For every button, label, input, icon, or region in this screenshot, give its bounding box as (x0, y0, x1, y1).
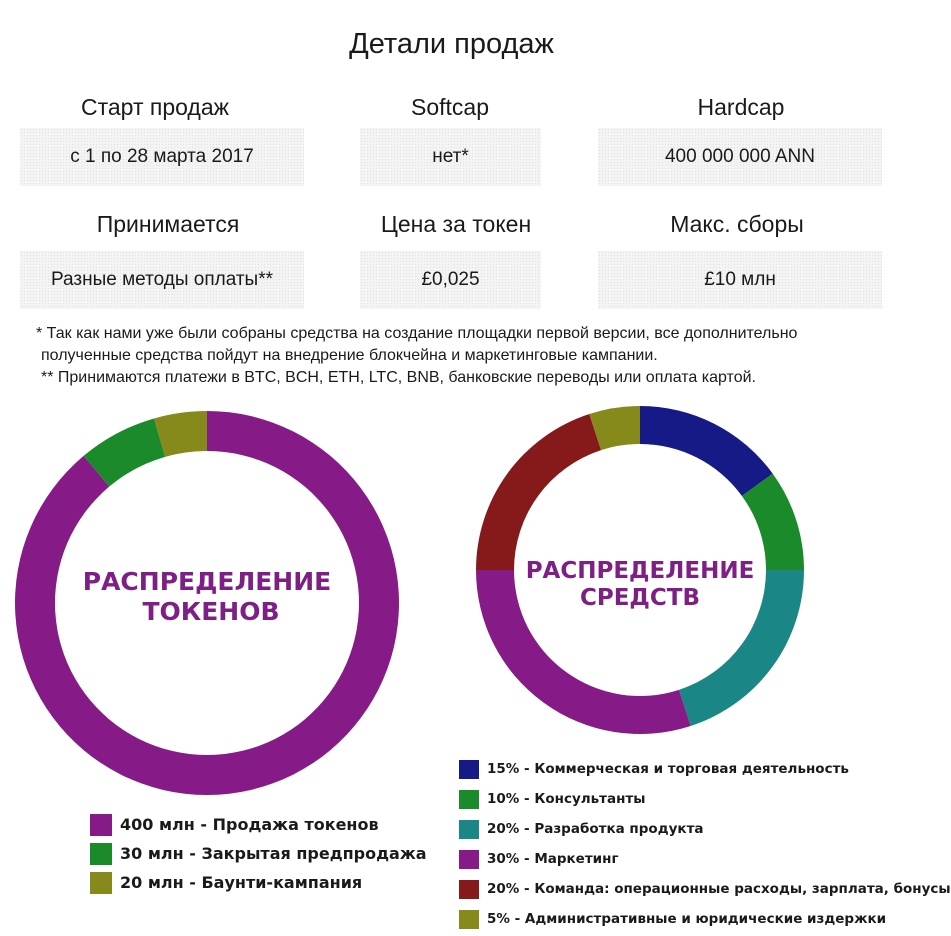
legend-label: 20% - Разработка продукта (487, 821, 704, 837)
legend-swatch (459, 820, 479, 839)
token-chart-center-label-line-2: ТОКЕНОВ (142, 597, 280, 626)
legend-swatch (90, 843, 112, 865)
legend-item-private-presale (90, 839, 427, 868)
softcap-label: Softcap (411, 94, 489, 120)
hardcap-label: Hardcap (697, 94, 785, 120)
legend-swatch (90, 814, 112, 836)
legend-label: 20 млн - Баунти-кампания (120, 873, 363, 892)
hardcap-value: 400 000 000 ANN (598, 128, 882, 186)
funds-chart-center-label-line-1: РАСПРЕДЕЛЕНИЕ (525, 558, 755, 584)
sale-start-label: Старт продаж (80, 94, 230, 120)
funds-chart-slice-5 (476, 414, 601, 570)
legend-swatch (90, 872, 112, 894)
legend-swatch (459, 910, 479, 929)
accepted-value: Разные методы оплаты** (20, 251, 304, 309)
sale-start-value: с 1 по 28 марта 2017 (20, 128, 304, 186)
legend-item-admin-legal (459, 904, 951, 934)
legend-item-commercial (459, 754, 951, 784)
footnote-1: * Так как нами уже были собраны средства на создание площадки первой версии, все дополнительно (36, 325, 798, 342)
legend-swatch (459, 760, 479, 779)
legend-label: 5% - Административные и юридические издержки (487, 911, 887, 927)
legend-item-team (459, 874, 951, 904)
legend-label: 15% - Коммерческая и торговая деятельность (487, 761, 849, 777)
legend-item-product-development (459, 814, 951, 844)
token-price-label: Цена за токен (380, 211, 532, 237)
legend-label: 30 млн - Закрытая предпродажа (120, 844, 427, 863)
legend-swatch (459, 790, 479, 809)
legend-item-bounty (90, 868, 427, 897)
footnote-2: ** Принимаются платежи в BTC, BCH, ETH, LTC, BNB, банковские переводы или оплата картой. (41, 369, 756, 386)
max-raise-value: £10 млн (598, 251, 882, 309)
legend-swatch (459, 850, 479, 869)
token-chart-center-label-line-1: РАСПРЕДЕЛЕНИЕ (82, 567, 332, 596)
legend-label: 20% - Команда: операционные расходы, зарплата, бонусы (487, 881, 951, 897)
legend-swatch (459, 880, 479, 899)
footnote-1-continuation: полученные средства пойдут на внедрение блокчейна и маркетинговые кампании. (41, 347, 658, 364)
accepted-label: Принимается (96, 211, 240, 237)
max-raise-label: Макс. сборы (670, 211, 804, 237)
legend-item-marketing (459, 844, 951, 874)
legend-item-token-sale (90, 810, 427, 839)
legend-label: 10% - Консультанты (487, 791, 646, 807)
legend-label: 30% - Маркетинг (487, 851, 619, 867)
softcap-value: нет* (360, 128, 541, 186)
token-price-value: £0,025 (360, 251, 541, 309)
legend-item-consultants (459, 784, 951, 814)
funds-chart-slice-1 (640, 406, 773, 496)
token-chart-legend (90, 810, 427, 897)
funds-chart-legend (459, 754, 951, 934)
legend-label: 400 млн - Продажа токенов (120, 815, 379, 834)
funds-chart-center-label-line-2: СРЕДСТВ (579, 585, 701, 611)
page-title: Детали продаж (349, 28, 554, 60)
